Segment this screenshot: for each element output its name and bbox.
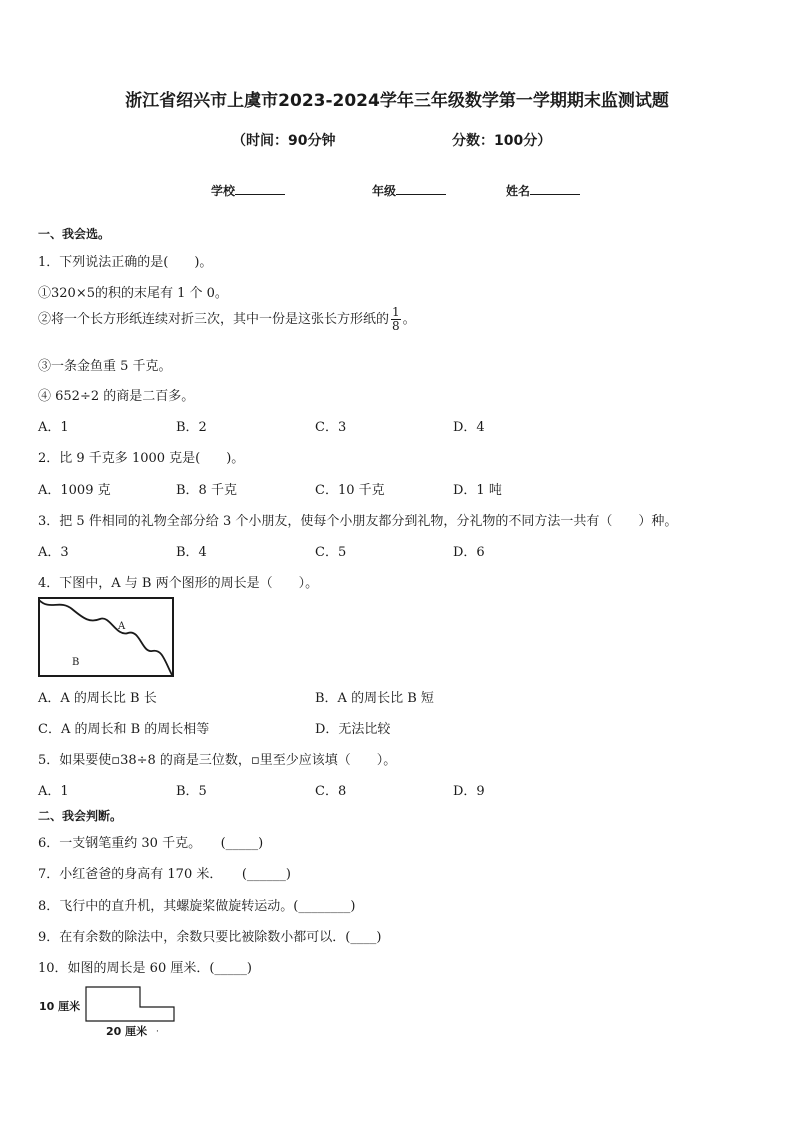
q5-stem: 5．如果要使▫38÷8 的商是三位数，▫里至少应该填（ ）。: [38, 753, 397, 768]
q4-option-a[interactable]: A．A 的周长比 B 长: [38, 691, 157, 706]
exam-score: 分数：100分）: [452, 133, 552, 149]
q1-statement-1: ①320×5的积的末尾有 1 个 0。: [38, 286, 228, 301]
q10-step-outline: [86, 987, 174, 1021]
q1-option-c[interactable]: C．3: [315, 420, 347, 435]
q1-statement-2: [38, 306, 416, 333]
school-field: [211, 182, 285, 199]
q4-option-c[interactable]: C．A 的周长和 B 的周长相等: [38, 722, 210, 737]
q3-option-d[interactable]: D．6: [453, 545, 485, 560]
school-label: 学校: [211, 184, 236, 198]
q6-statement: 6．一支钢笔重约 30 千克。 (_____): [38, 836, 264, 851]
q9-statement: 9．在有余数的除法中，余数只要比被除数小都可以．(____): [38, 930, 382, 945]
q2-option-a[interactable]: A．1009 克: [38, 483, 111, 498]
q4-wavy-divider: [39, 600, 172, 675]
q2-option-d[interactable]: D．1 吨: [453, 483, 502, 498]
q1-statement-3: ③一条金鱼重 5 千克。: [38, 359, 172, 374]
q2-stem: 2．比 9 千克多 1000 克是( )。: [38, 451, 245, 466]
fraction-denominator: 8: [392, 319, 400, 333]
q2-option-c[interactable]: C．10 千克: [315, 483, 385, 498]
q1-stem: 1．下列说法正确的是( )。: [38, 255, 213, 270]
fraction-one-eighth: [391, 306, 401, 333]
q1-statement-2-text: ②将一个长方形纸连续对折三次，其中一份是这张长方形纸的: [38, 312, 390, 327]
q4-perimeter-figure: [38, 597, 176, 679]
q1-option-d[interactable]: D．4: [453, 420, 485, 435]
q5-option-b[interactable]: B．5: [176, 784, 207, 799]
q8-statement: 8．飞行中的直升机，其螺旋桨做旋转运动。(________): [38, 899, 356, 914]
q3-option-c[interactable]: C．5: [315, 545, 347, 560]
section-2-heading: 二、我会判断。: [38, 809, 123, 823]
section-1-heading: 一、我会选。: [38, 227, 111, 241]
name-field: [506, 182, 580, 199]
q1-statement-2-end: 。: [402, 312, 416, 327]
exam-title: 浙江省绍兴市上虞市2023-2024学年三年级数学第一学期期末监测试题: [125, 91, 669, 111]
q10-height-label: 10 厘米: [39, 1000, 81, 1013]
name-blank[interactable]: [530, 182, 580, 195]
exam-time: （时间：90分钟: [232, 133, 336, 149]
q7-statement: 7．小红爸爸的身高有 170 米． (______): [38, 867, 291, 882]
q1-statement-4: ④ 652÷2 的商是二百多。: [38, 389, 195, 404]
q10-step-figure: [38, 985, 188, 1041]
q4-label-a: A: [118, 621, 126, 632]
q10-width-label: 20 厘米: [106, 1025, 148, 1038]
q3-stem: 3．把 5 件相同的礼物全部分给 3 个小朋友，使每个小朋友都分到礼物，分礼物的不同方法一共有（ ）种。: [38, 514, 678, 529]
q4-option-d[interactable]: D．无法比较: [315, 722, 391, 737]
school-blank[interactable]: [235, 182, 285, 195]
name-label: 姓名: [506, 184, 531, 198]
q1-option-b[interactable]: B．2: [176, 420, 207, 435]
q1-option-a[interactable]: A．1: [38, 420, 69, 435]
q3-option-a[interactable]: A．3: [38, 545, 69, 560]
q10-statement: 10．如图的周长是 60 厘米．(_____): [38, 961, 252, 976]
q4-label-b: B: [72, 657, 80, 668]
grade-blank[interactable]: [396, 182, 446, 195]
grade-field: [372, 182, 446, 199]
fraction-numerator: 1: [392, 305, 400, 319]
q3-option-b[interactable]: B．4: [176, 545, 207, 560]
q4-outer-rectangle: [39, 598, 173, 676]
q5-option-c[interactable]: C．8: [315, 784, 347, 799]
q5-option-a[interactable]: A．1: [38, 784, 69, 799]
q2-option-b[interactable]: B．8 千克: [176, 483, 237, 498]
q5-option-d[interactable]: D．9: [453, 784, 485, 799]
q4-stem: 4．下图中，A 与 B 两个图形的周长是（ ）。: [38, 576, 319, 591]
q4-option-b[interactable]: B．A 的周长比 B 短: [315, 691, 434, 706]
q10-tick-mark: ·: [156, 1027, 159, 1037]
grade-label: 年级: [372, 184, 397, 198]
